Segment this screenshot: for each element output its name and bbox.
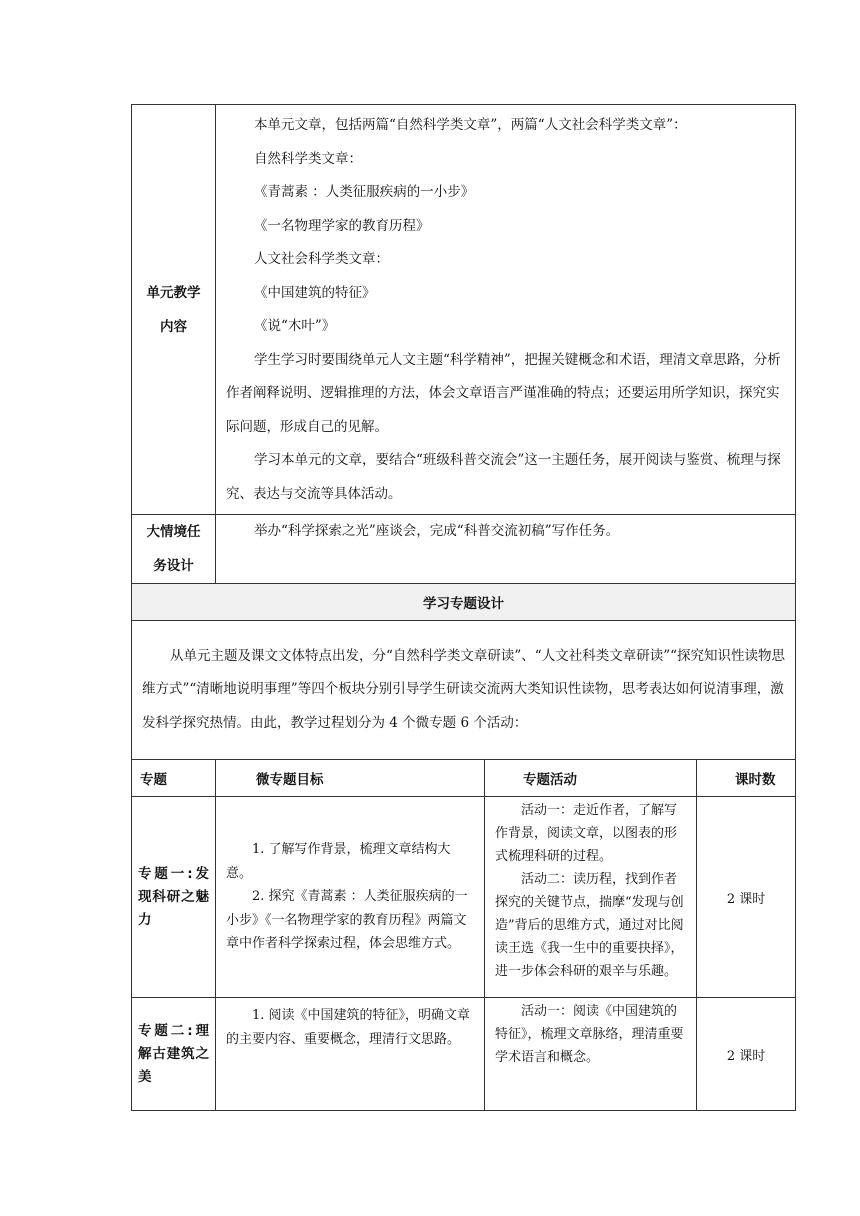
topic-design-intro: 从单元主题及课文文体特点出发，分“自然科学类文章研读”、“人文社科类文章研读”“探究知识性读物思维方式”“清晰地说明事理”等四个板块分别引导学生研读交流两大类知识性读物，思考表达如何说清事理，激发科学探究热情。由此，教学过程划分为 4 个微专题 6 个活动： <box>142 647 786 731</box>
topic-row <box>132 797 796 998</box>
topic-design-title: 学习专题设计 <box>132 584 796 621</box>
topic-name: 专题一:发现科研之魅力 <box>138 865 209 928</box>
content-paragraph: 学生学习时要围绕单元人文主题“科学精神”，把握关键概念和术语，理清文章思路，分析作者阐释说明、逻辑推理的方法，体会文章语言严谨准确的特点；还要运用所学知识，探究实际问题，形成自己的见解。 <box>226 351 781 435</box>
column-header-goal: 微专题目标 <box>216 760 485 797</box>
topic-goal-cell <box>216 998 485 1111</box>
content-line: 《青蒿素 ：人类征服疾病的一小步》 <box>254 184 475 200</box>
topic-name: 专题二:理解古建筑之美 <box>138 1022 209 1085</box>
topic-activity: 活动一：阅读《中国建筑的特征》，梳理文章脉络，理清重要学术语言和概念。 <box>495 1004 684 1065</box>
task-design-row <box>132 515 796 584</box>
column-header-topic: 专题 <box>132 760 216 797</box>
content-paragraph: 学习本单元的文章，要结合“班级科普交流会”这一主题任务，展开阅读与鉴赏、梳理与探究、表达与交流等具体活动。 <box>226 452 781 502</box>
task-design-body <box>216 515 796 584</box>
lesson-plan-page <box>131 104 795 1111</box>
topic-goal: 1. 阅读《中国建筑的特征》，明确文章的主要内容、重要概念，理清行文思路。 <box>226 1008 471 1047</box>
topic-design-intro-cell <box>132 621 796 760</box>
topic-activity-cell <box>485 797 697 998</box>
topic-hours: 2 课时 <box>697 797 796 998</box>
topic-hours: 2 课时 <box>697 998 796 1111</box>
topic-activity: 活动一：走近作者，了解写作背景，阅读文章，以图表的形式梳理科研的过程。 <box>495 803 678 864</box>
topic-goal: 1. 了解写作背景，梳理文章结构大意。 <box>226 842 451 881</box>
topic-design-header-row <box>132 584 796 621</box>
column-header-hours: 课时数 <box>697 760 796 797</box>
content-line: 《一名物理学家的教育历程》 <box>254 217 430 234</box>
topic-goal: 2. 探究《青蒿素 ：人类征服疾病的一小步》《一名物理学家的教育历程》两篇文章中作者科学探索过程，体会思维方式。 <box>226 889 468 952</box>
content-line: 《中国建筑的特征》 <box>254 284 376 301</box>
topic-goal-cell <box>216 797 485 998</box>
lesson-plan-table <box>131 104 796 1111</box>
content-line: 本单元文章，包括两篇“自然科学类文章”，两篇“人文社会科学类文章”： <box>254 117 687 133</box>
topic-activity-cell <box>485 998 697 1111</box>
content-line: 《说“木叶”》 <box>254 318 336 334</box>
content-line: 自然科学类文章： <box>254 150 362 167</box>
task-design-text: 举办“科学探索之光”座谈会，完成“科普交流初稿”写作任务。 <box>254 523 620 539</box>
content-line: 人文社会科学类文章： <box>254 251 389 267</box>
unit-content-body <box>216 105 796 515</box>
topic-name-cell <box>132 998 216 1111</box>
topic-row <box>132 998 796 1111</box>
column-header-row <box>132 760 796 797</box>
column-header-activity: 专题活动 <box>485 760 697 797</box>
topic-activity: 活动二：读历程，找到作者探究的关键节点，揣摩“发现与创造”背后的思维方式，通过对比阅读王选《我一生中的重要抉择》，进一步体会科研的艰辛与乐趣。 <box>495 872 684 979</box>
topic-name-cell <box>132 797 216 998</box>
topic-design-intro-row <box>132 621 796 760</box>
unit-content-label: 单元教学 内容 <box>132 105 216 515</box>
task-design-label: 大情境任 务设计 <box>132 515 216 584</box>
unit-content-row <box>132 105 796 515</box>
